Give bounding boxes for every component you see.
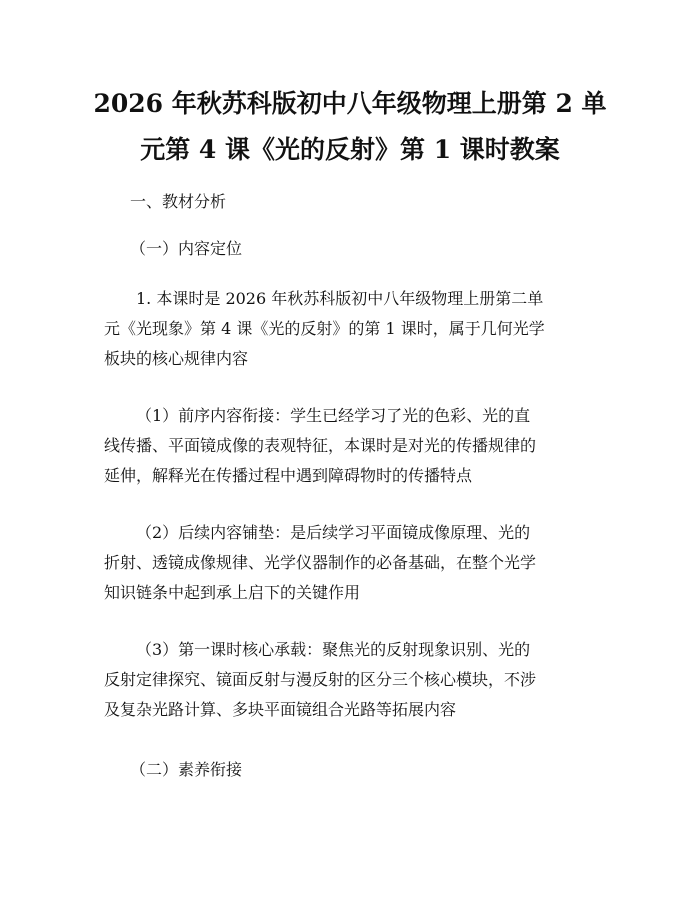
paragraph-line: 板块的核心规律内容	[104, 349, 249, 368]
document-title-line-1: 2026 年秋苏科版初中八年级物理上册第 2 单	[93, 89, 607, 118]
paragraph-line: 线传播、平面镜成像的表观特征，本课时是对光的传播规律的	[104, 436, 537, 455]
paragraph-line: 及复杂光路计算、多块平面镜组合光路等拓展内容	[104, 700, 457, 719]
section-heading-textbook-analysis: 一、教材分析	[130, 192, 227, 211]
paragraph-line: 元《光现象》第 4 课《光的反射》的第 1 课时，属于几何光学	[104, 319, 545, 338]
paragraph-line: （3）第一课时核心承载：聚焦光的反射现象识别、光的	[136, 640, 531, 659]
paragraph-line: （1）前序内容衔接：学生已经学习了光的色彩、光的直	[136, 406, 531, 425]
paragraph-line: 折射、透镜成像规律、光学仪器制作的必备基础，在整个光学	[104, 553, 537, 572]
paragraph-follow-up-content	[104, 518, 600, 608]
paragraph-line: （2）后续内容铺垫：是后续学习平面镜成像原理、光的	[136, 523, 531, 542]
paragraph-lesson-overview	[104, 284, 600, 374]
paragraph-line: 反射定律探究、镜面反射与漫反射的区分三个核心模块，不涉	[104, 670, 537, 689]
paragraph-first-lesson-core	[104, 635, 600, 725]
subsection-heading-literacy-link: （二）素养衔接	[130, 760, 243, 779]
document-title-line-2: 元第 4 课《光的反射》第 1 课时教案	[140, 135, 560, 164]
paragraph-line: 1. 本课时是 2026 年秋苏科版初中八年级物理上册第二单	[136, 289, 544, 308]
paragraph-line: 知识链条中起到承上启下的关键作用	[104, 583, 361, 602]
paragraph-line: 延伸，解释光在传播过程中遇到障碍物时的传播特点	[104, 466, 473, 485]
paragraph-prior-content	[104, 401, 600, 491]
subsection-heading-content-positioning: （一）内容定位	[130, 239, 243, 258]
